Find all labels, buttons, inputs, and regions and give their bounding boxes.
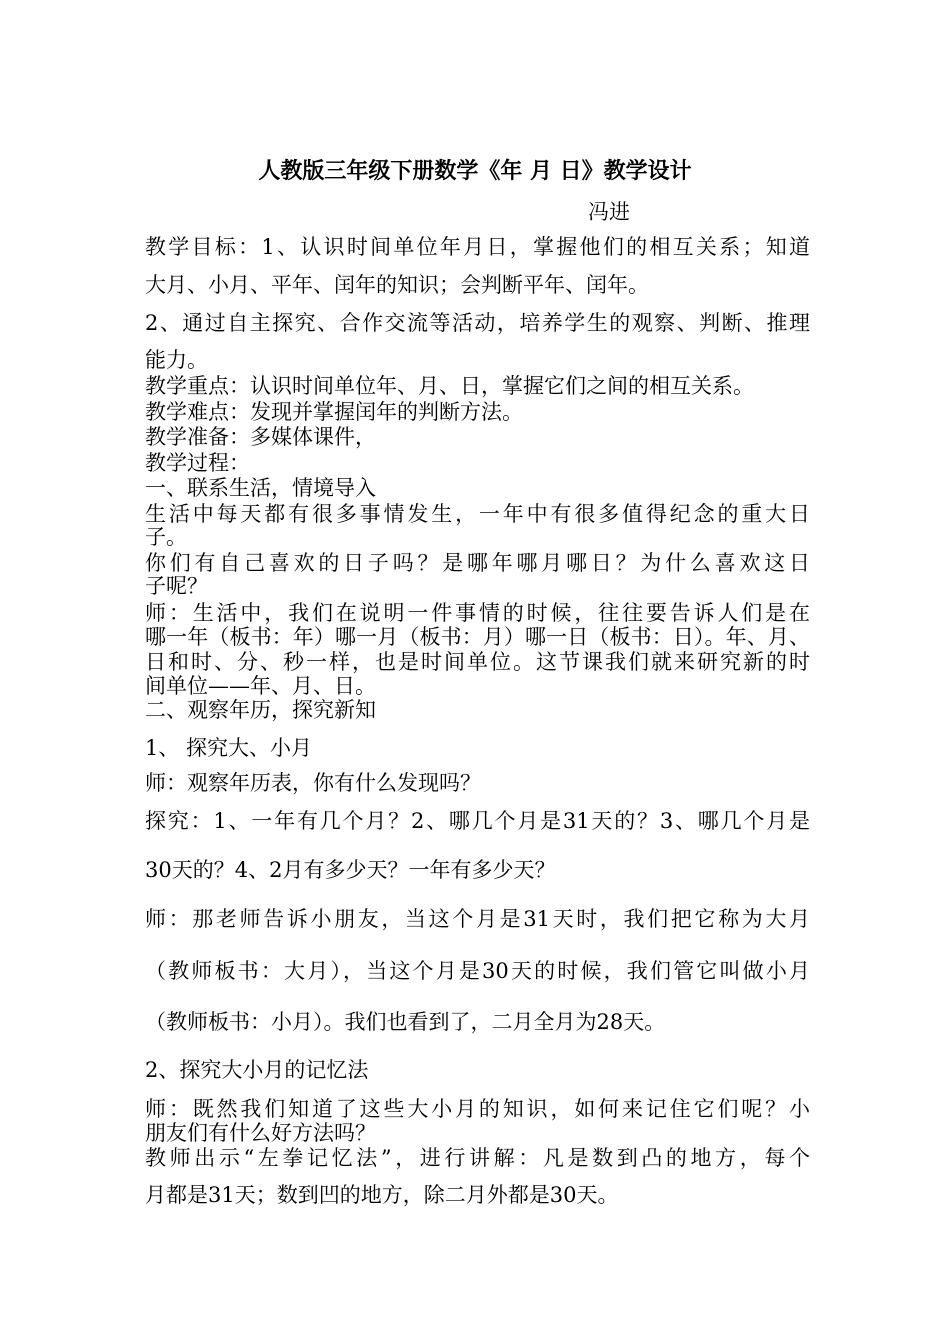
paragraph-line: 朋友们有什么好方法吗？	[145, 1121, 376, 1145]
paragraph-line: 教师出示“左拳记忆法”，进行讲解：凡是数到凸的地方，每个	[145, 1146, 810, 1170]
paragraph-line: 日和时、分、秒一样，也是时间单位。这节课我们就来研究新的时	[145, 650, 810, 674]
paragraph-line: 间单位——年、月、日。	[145, 674, 376, 698]
paragraph-line: 2、通过自主探究、合作交流等活动，培养学生的观察、判断、推理	[145, 311, 810, 335]
paragraph-line: 师：生活中，我们在说明一件事情的时候，往往要告诉人们是在	[145, 601, 810, 625]
paragraph-line: 你们有自己喜欢的日子吗？是哪年哪月哪日？为什么喜欢这日	[145, 551, 810, 575]
paragraph-line: 子呢？	[145, 574, 208, 598]
paragraph-line: 师：既然我们知道了这些大小月的知识，如何来记住它们呢？小	[145, 1097, 810, 1121]
paragraph-line: 教学准备：多媒体课件，	[145, 425, 376, 449]
section-heading: 二、观察年历，探究新知	[145, 698, 376, 722]
paragraph-line: 教学重点：认识时间单位年、月、日，掌握它们之间的相互关系。	[145, 374, 754, 398]
paragraph-line: 教学目标：1、认识时间单位年月日，掌握他们的相互关系；知道	[145, 235, 810, 259]
paragraph-line: 探究：1、一年有几个月？2、哪几个月是31天的？3、哪几个月是	[145, 809, 810, 833]
paragraph-line: 30天的？4、2月有多少天？一年有多少天？	[145, 858, 556, 882]
paragraph-line: 月都是31天；数到凹的地方，除二月外都是30天。	[145, 1183, 619, 1207]
paragraph-line: 能力。	[145, 348, 208, 372]
subsection-heading: 2、探究大小月的记忆法	[145, 1058, 369, 1082]
paragraph-line: 教学难点：发现并掌握闰年的判断方法。	[145, 400, 523, 424]
paragraph-line: 大月、小月、平年、闰年的知识；会判断平年、闰年。	[145, 273, 649, 297]
section-heading: 一、联系生活，情境导入	[145, 476, 376, 500]
paragraph-line: 师：观察年历表，你有什么发现吗？	[145, 771, 481, 795]
document-title: 人教版三年级下册数学《年 月 日》教学设计	[258, 158, 692, 184]
paragraph-line: 哪一年（板书：年）哪一月（板书：月）哪一日（板书：日）。年、月、	[145, 625, 810, 649]
paragraph-line: （教师板书：大月），当这个月是30天的时候，我们管它叫做小月	[145, 959, 810, 983]
paragraph-line: 教学过程：	[145, 451, 250, 475]
document-author: 冯进	[588, 200, 630, 224]
paragraph-line: （教师板书：小月）。我们也看到了，二月全月为28天。	[145, 1010, 666, 1034]
subsection-heading: 1、 探究大、小月	[145, 736, 313, 760]
paragraph-line: 师：那老师告诉小朋友，当这个月是31天时，我们把它称为大月	[145, 907, 810, 931]
paragraph-line: 生活中每天都有很多事情发生，一年中有很多值得纪念的重大日	[145, 502, 810, 526]
paragraph-line: 子。	[145, 525, 187, 549]
